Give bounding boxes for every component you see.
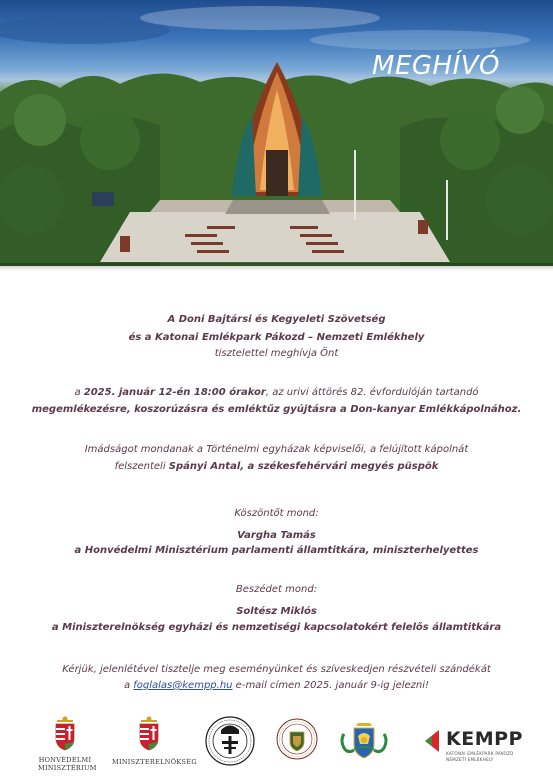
hm-caption-line-1: HONVÉDELMI (38, 756, 92, 764)
bishop-name: Spányi Antal, a székesfehérvári megyés püspök (168, 461, 439, 472)
speech-label: Beszédet mond: (235, 584, 318, 595)
prayer-line-1: Imádságot mondanak a Történelmi egyházak képviselői, a felújított kápolnát (84, 444, 469, 455)
memorial-seal-icon (276, 718, 318, 760)
organizer-line-2: és a Katonai Emlékpark Pákozd – Nemzeti Emlékhely (128, 332, 425, 343)
date-suffix: , az urivi áttörés 82. évfordulóján tartandó (265, 387, 479, 398)
rsvp-prefix: a (123, 680, 134, 691)
date-line (0, 386, 553, 399)
speech-speaker-name: Soltész Miklós (236, 606, 317, 617)
kempp-logo-icon (423, 728, 441, 754)
date-prefix: a (74, 387, 84, 398)
prayer-prefix: felszenteli (114, 461, 169, 472)
hm-caption-line-2: MINISZTÉRIUM (38, 764, 97, 772)
rsvp-suffix: e-mail címen 2025. január 9-ig jelezni! (232, 680, 430, 691)
organizer-line-1: A Doni Bajtársi és Kegyeleti Szövetség (167, 314, 386, 325)
event-date: 2025. január 12-én 18:00 órakor (83, 387, 266, 398)
kempp-subtitle (446, 751, 514, 762)
kempp-wordmark: KEMPP (446, 728, 523, 750)
me-caption: MINISZTERELNÖKSÉG (112, 758, 197, 766)
greeting-speaker-title: a Honvédelmi Minisztérium parlamenti államtitkára, miniszterhelyettes (74, 545, 479, 556)
hm-caption (38, 756, 97, 772)
rsvp-line-2 (0, 679, 553, 692)
greeting-label: Köszöntőt mond: (234, 508, 319, 519)
prayer-line-2 (0, 460, 553, 473)
invite-line: tisztelettel meghívja Önt (214, 348, 339, 359)
hungarian-coat-of-arms-icon (53, 716, 77, 752)
header-shadow (0, 263, 553, 271)
doni-association-badge-icon (205, 716, 255, 766)
kempp-subtitle-line-2: NEMZETI EMLÉKHELY (446, 756, 494, 762)
county-crest-icon (338, 720, 390, 762)
rsvp-email-link[interactable]: foglalas@kempp.hu (133, 680, 233, 691)
rsvp-line-1: Kérjük, jelenlétével tisztelje meg eseményünket és szíveskedjen részvételi szándékát (62, 664, 491, 675)
speech-speaker-title: a Miniszterelnökség egyházi és nemzetiségi kapcsolatokért felelős államtitkára (51, 622, 502, 633)
kempp-subtitle-line-1: KATONAI EMLÉKPARK PÁKOZD (446, 751, 514, 756)
greeting-speaker-name: Vargha Tamás (237, 530, 316, 541)
chapel-photo-illustration (0, 0, 553, 266)
invitation-title: MEGHÍVÓ (372, 51, 500, 81)
event-description: megemlékezésre, koszorúzásra és emléktűz gyújtásra a Don-kanyar Emlékkápolnához. (31, 404, 522, 415)
hungarian-coat-of-arms-icon (137, 716, 161, 752)
header-photo (0, 0, 553, 266)
